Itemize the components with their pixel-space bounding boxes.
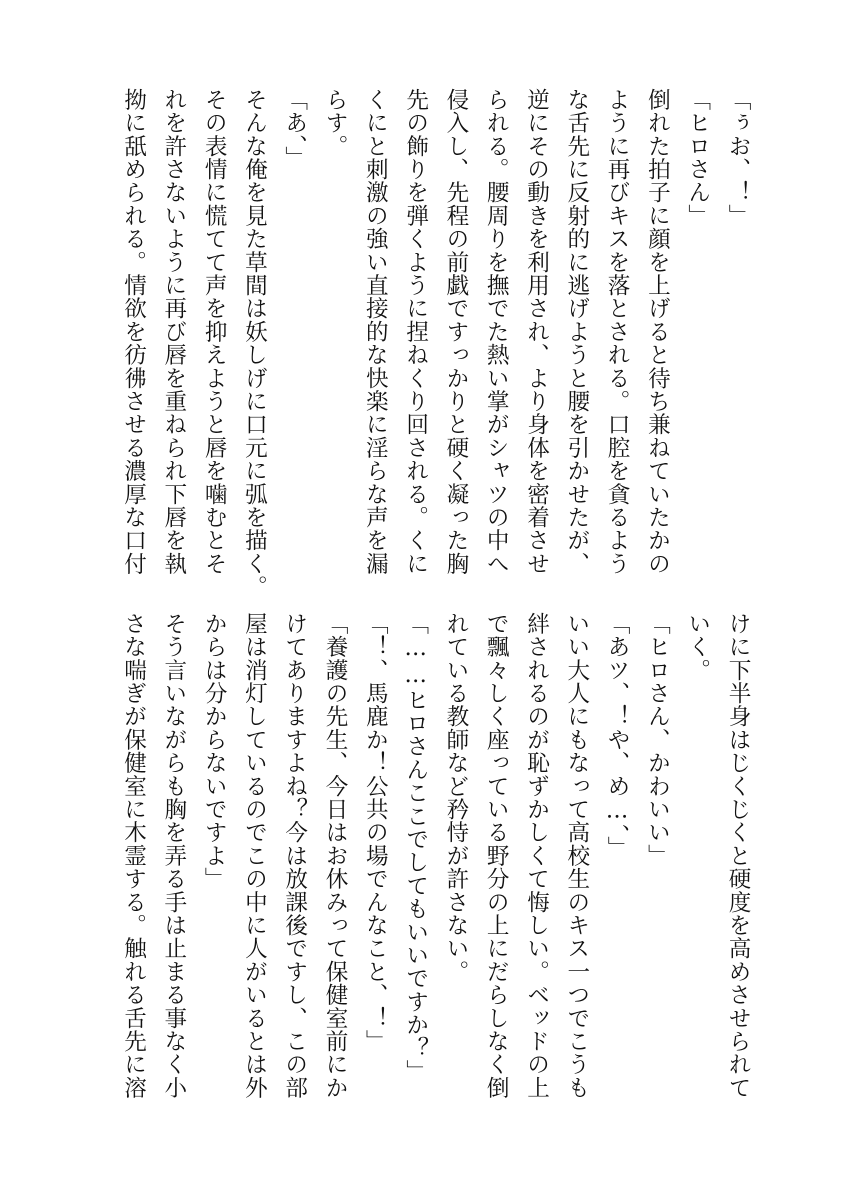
text-line: れている教師など矜恃が許さない。 <box>442 612 469 984</box>
text-line: けてありますよね？今は放課後ですし、この部 <box>281 612 308 1100</box>
text-line: 「あ、」 <box>281 88 308 170</box>
text-line: 「ぅお、！」 <box>725 88 751 228</box>
text-line: 「！、馬鹿か！公共の場でんなこと、！」 <box>362 612 389 1053</box>
text-line: 「……ヒロさんここでしてもいいですか？」 <box>402 612 429 1083</box>
text-line: 「ヒロさん」 <box>684 88 711 228</box>
text-line: ように再びキスを落とされる。口腔を貪るよう <box>604 88 631 576</box>
text-line: けに下半身はじくじくと硬度を高めさせられて <box>725 612 751 1100</box>
text-line: で飄々しく座っている野分の上にだらしなく倒 <box>483 612 510 1100</box>
text-line: 屋は消灯しているのでこの中に人がいるとは外 <box>241 612 268 1100</box>
text-line: からは分からないですよ」 <box>201 612 228 891</box>
text-line: な舌先に反射的に逃げようと腰を引かせたが、 <box>563 88 590 576</box>
text-line: 逆にその動きを利用され、より身体を密着させ <box>523 88 550 576</box>
text-line: 「ヒロさん、かわいい」 <box>644 612 671 868</box>
text-line: いい大人にもなって高校生のキス一つでこうも <box>563 612 590 1100</box>
text-line: 侵入し、先程の前戯ですっかりと硬く凝った胸 <box>442 88 469 576</box>
text-line: その表情に慌てて声を抑えようと唇を噛むとそ <box>201 88 228 576</box>
text-line: られる。腰周りを撫でた熱い掌がシャツの中へ <box>483 88 510 576</box>
text-line: 「あツ、！や、め…、」 <box>604 612 631 860</box>
text-line: そんな俺を見た草間は妖しげに口元に弧を描く。 <box>241 88 268 599</box>
text-line: さな喘ぎが保健室に木霊する。触れる舌先に溶 <box>120 612 147 1100</box>
text-line: 先の飾りを弾くように捏ねくり回される。くに <box>402 88 429 576</box>
text-line: そう言いながらも胸を弄る手は止まる事なく小 <box>160 612 187 1100</box>
text-line: くにと刺激の強い直接的な快楽に淫らな声を漏 <box>362 88 389 576</box>
text-line: 絆されるのが恥ずかしくて悔しい。ベッドの上 <box>523 612 550 1100</box>
text-line: 倒れた拍子に顔を上げると待ち兼ねていたかの <box>644 88 671 576</box>
text-line: れを許さないように再び唇を重ねられ下唇を執 <box>160 88 187 576</box>
text-line: 拗に舐められる。情欲を彷彿させる濃厚な口付 <box>120 88 147 576</box>
text-line: いく。 <box>684 612 711 682</box>
text-line: 「養護の先生、今日はお休みって保健室前にか <box>322 612 349 1100</box>
upper-text-block <box>78 88 758 599</box>
lower-text-block <box>78 612 758 1112</box>
text-line: らす。 <box>322 88 349 158</box>
